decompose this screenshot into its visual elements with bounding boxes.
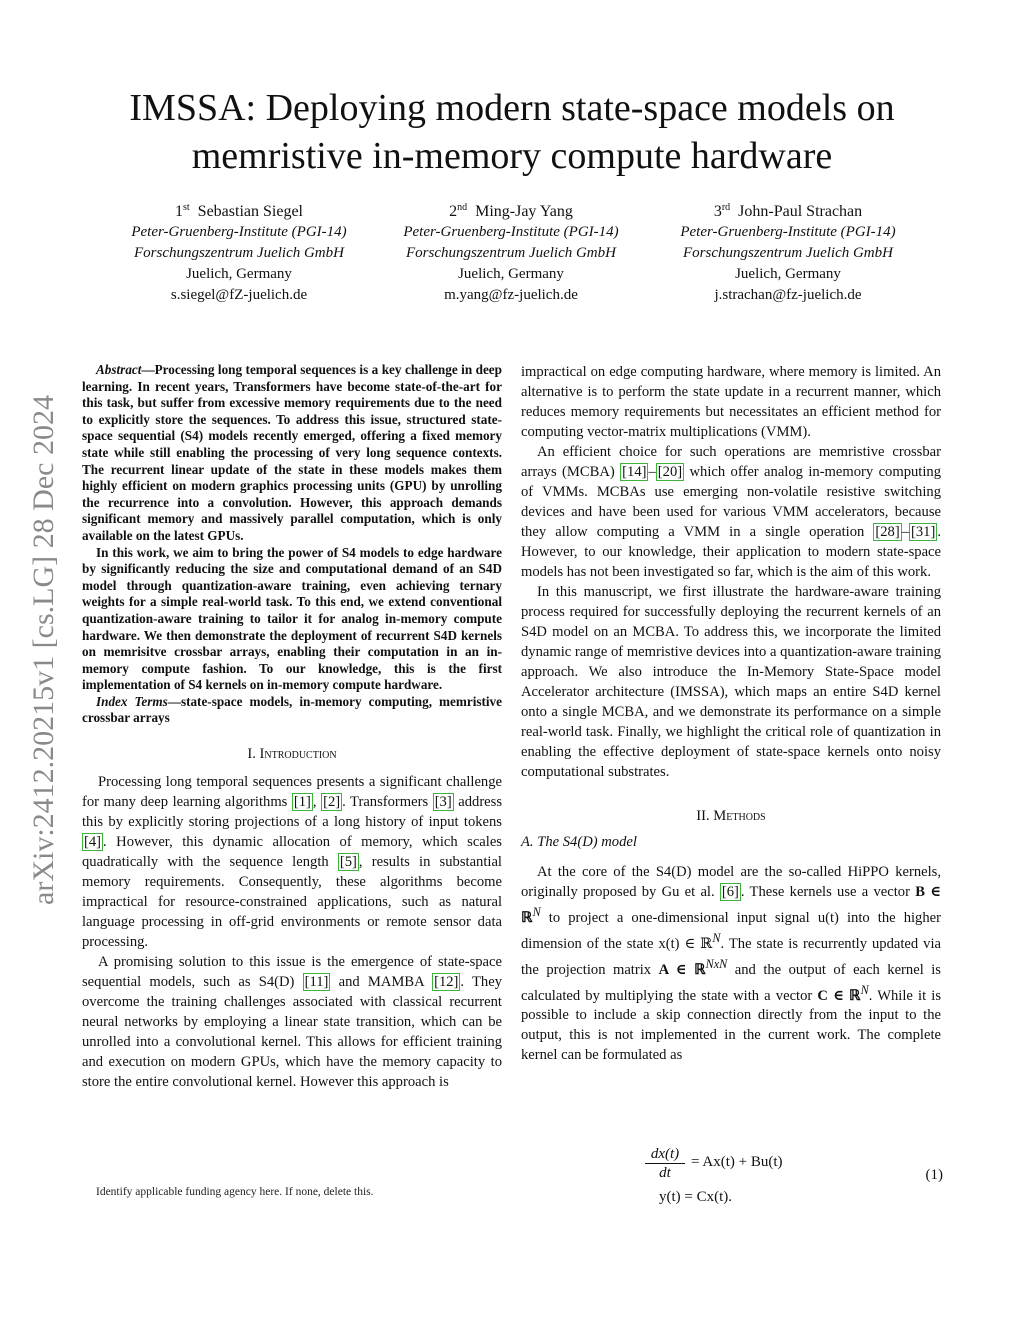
intro-paragraph-1: Processing long temporal sequences presents a significant challenge for many deep learning algorithms [1] , [2] . Transformers [3] address this by explicitly storing projections of a long history of input tokens [4] . However, this dynamic allocation of memory, which scales quadratically with the sequence length [5] , results in substantial memory requirements. Consequently, these algorithms become impractical for resource-constrained applications, such as natural language processing in off-grid environments or remote sensor data processing.: [82, 774, 503, 951]
author-2: 2nd Ming-Jay Yang Peter-Gruenberg-Institute (PGI-14) Forschungszentrum Juelich GmbH Juelich, Germany m.yang@fz-juelich.de: [361, 201, 661, 306]
right-column: [521, 362, 941, 1065]
abstract: [82, 362, 502, 727]
arxiv-identifier: [14, 350, 74, 950]
equation-1: [645, 1145, 945, 1211]
author-email: m.yang@fz-juelich.de: [444, 287, 578, 303]
abstract-label: Abstract: [96, 362, 142, 377]
math-matrix-a: A ∈ ℝ: [658, 961, 706, 978]
citation-link[interactable]: [28]: [875, 524, 900, 540]
author-email: j.strachan@fz-juelich.de: [714, 287, 862, 303]
citation-link[interactable]: [6]: [721, 884, 739, 900]
citation-link[interactable]: [4]: [84, 834, 102, 851]
author-3: 3rd John-Paul Strachan Peter-Gruenberg-Institute (PGI-14) Forschungszentrum Juelich GmbH Juelich, Germany j.strachan@fz-juelich.de: [638, 201, 938, 306]
citation-link[interactable]: [11]: [304, 974, 329, 991]
left-column: [82, 362, 502, 1092]
intro-paragraph-2-continued: impractical on edge computing hardware, where memory is limited. An alternative is to perform the state update in a recurrent manner, which reduces memory requirements but necessitates an efficient method for computing vector-matrix multiplications (VMM).: [521, 364, 941, 440]
paper-title: [60, 84, 964, 180]
equation-number: (1): [925, 1167, 943, 1183]
author-name: Ming-Jay Yang: [475, 203, 573, 220]
author-name: Sebastian Siegel: [197, 203, 303, 220]
author-location: Juelich, Germany: [735, 266, 841, 282]
methods-paragraph-1: At the core of the S4(D) model are the so-called HiPPO kernels, originally proposed by Gu et al. [6] . These kernels use a vector B ∈ ℝ$^N$ to project a one-dimensional input signal u(t) into the higher dimension of the state x(t) ∈ ℝ$^N$. The state is recurrently updated via the projection matrix A ∈ ℝ$^{NxN}$ and the output of each kernel is calculated by multiplying the state with a vector C ∈ ℝ$^N$. While it is possible to include a skip connection directly from the input to the output, this is not implemented in the current work. The complete kernel can be formulated as: [521, 864, 941, 1064]
index-terms-label: Index Terms: [96, 693, 168, 709]
citation-link[interactable]: [1]: [293, 794, 311, 811]
title-line-2: memristive in-memory compute hardware: [191, 135, 833, 177]
introduction-body: [82, 772, 502, 1092]
title-line-1: IMSSA: Deploying modern state-space models on: [129, 87, 895, 129]
citation-link[interactable]: [20]: [657, 464, 683, 480]
equation-line-2: y(t) = Cx(t).: [659, 1189, 733, 1205]
author-affiliation: Peter-Gruenberg-Institute (PGI-14): [680, 224, 896, 240]
equation-line-1-rhs: = Ax(t) + Bu(t): [691, 1154, 783, 1170]
section-heading-methods: II. Methods: [696, 808, 766, 824]
abstract-paragraph-2: In this work, we aim to bring the power of S4 models to edge hardware by significantly reducing the size and computational demand of an S4D model through quantization-aware training, even achieving ternary weights for a simple real-world task. To this end, we extend conventional quantization-aware training to tailor it for analog in-memory compute hardware. We then demonstrate the deployment of recurrent S4D kernels on memrisitve crossbar arrays, enabling their computation in an in-memory compute fashion. To our knowledge, this is the first implementation of S4 kernels on in-memory compute hardware.: [82, 544, 502, 693]
funding-footnote: Identify applicable funding agency here. If none, delete this.: [96, 1186, 374, 1198]
arxiv-identifier-text: arXiv:2412.20215v1 [cs.LG] 28 Dec 2024: [27, 395, 60, 905]
author-name: John-Paul Strachan: [738, 203, 863, 220]
math-vector-c: C ∈ ℝ: [817, 987, 861, 1004]
equation-derivative: $\frac{dx(t)}{dt}$: [645, 1145, 685, 1182]
author-email: s.siegel@fZ-juelich.de: [170, 287, 308, 303]
author-affiliation: Peter-Gruenberg-Institute (PGI-14): [131, 224, 347, 240]
author-1: 1st Sebastian Siegel Peter-Gruenberg-Institute (PGI-14) Forschungszentrum Juelich GmbH Juelich, Germany s.siegel@fZ-juelich.de: [89, 201, 389, 306]
citation-link[interactable]: [3]: [434, 794, 452, 811]
subsection-heading-s4d: A. The S4(D) model: [521, 834, 637, 850]
intro-paragraph-4: In this manuscript, we first illustrate the hardware-aware training process required for successfully deploying the recurrent kernels of an S4D model on an MCBA. To address this, we incorporate the limited dynamic range of memristive devices into a quantization-aware training approach. We also introduce the In-Memory State-Space model Accelerator architecture (IMSSA), which maps an entire S4D kernel onto a single MCBA, and we demonstrate its performance on a simple real-world task. Finally, we highlight the critical role of quantization in enabling the effective deployment of state-space kernels onto noisy computational substrates.: [521, 584, 941, 780]
intro-paragraph-3: An efficient choice for such operations are memristive crossbar arrays (MCBA) [14] – [20] which offer analog in-memory computing of VMMs. MCBAs use emerging non-volatile resistive switching devices and have been used for various VMM accelerators, because they allow computing a VMM in a single operation [28] – [31] . However, to our knowledge, their application to modern state-space models has not been investigated so far, which is the aim of this work.: [521, 444, 942, 580]
abstract-paragraph-1: —Processing long temporal sequences is a key challenge in deep learning. In recent years, Transformers have become state-of-the-art for this task, but suffer from excessive memory requirements due to the need to explicitly store the sequences. To address this issue, structured state-space sequential (S4) models recently emerged, offering a fixed memory state while still enabling the processing of very long sequence contexts. The recurrent linear update of the state in these models makes them highly efficient on modern graphics processing units (GPU) by unrolling the recurrence into a convolution. However, this approach demands significant memory and massively parallel computation, which is only available on the latest GPUs.: [82, 362, 502, 543]
section-heading-introduction: I. Introduction: [247, 746, 337, 763]
author-institution: Forschungszentrum Juelich GmbH: [406, 245, 616, 261]
citation-link[interactable]: [12]: [434, 974, 459, 991]
author-institution: Forschungszentrum Juelich GmbH: [134, 245, 344, 261]
author-institution: Forschungszentrum Juelich GmbH: [683, 245, 893, 261]
math-state-space: ∈ ℝ: [684, 935, 713, 952]
intro-paragraph-2: A promising solution to this issue is the emergence of state-space sequential models, such as S4(D) [11] and MAMBA [12] . They overcome the training challenges associated with classical recurrent neural networks by employing a linear state transition, which can be unrolled into a convolutional kernel. This allows for efficient training and execution on modern GPUs, which have the memory capacity to store the entire convolutional kernel. However this approach is: [82, 954, 502, 1091]
author-location: Juelich, Germany: [458, 266, 564, 282]
citation-link[interactable]: [14]: [622, 464, 647, 480]
citation-link[interactable]: [5]: [339, 854, 357, 871]
citation-link[interactable]: [31]: [911, 524, 936, 540]
author-location: Juelich, Germany: [186, 266, 292, 282]
index-terms: —state-space models, in-memory computing, memristive crossbar arrays: [82, 693, 502, 726]
author-affiliation: Peter-Gruenberg-Institute (PGI-14): [403, 224, 619, 240]
citation-link[interactable]: [2]: [323, 794, 341, 811]
math-vector-b: B ∈ ℝ: [521, 884, 941, 926]
